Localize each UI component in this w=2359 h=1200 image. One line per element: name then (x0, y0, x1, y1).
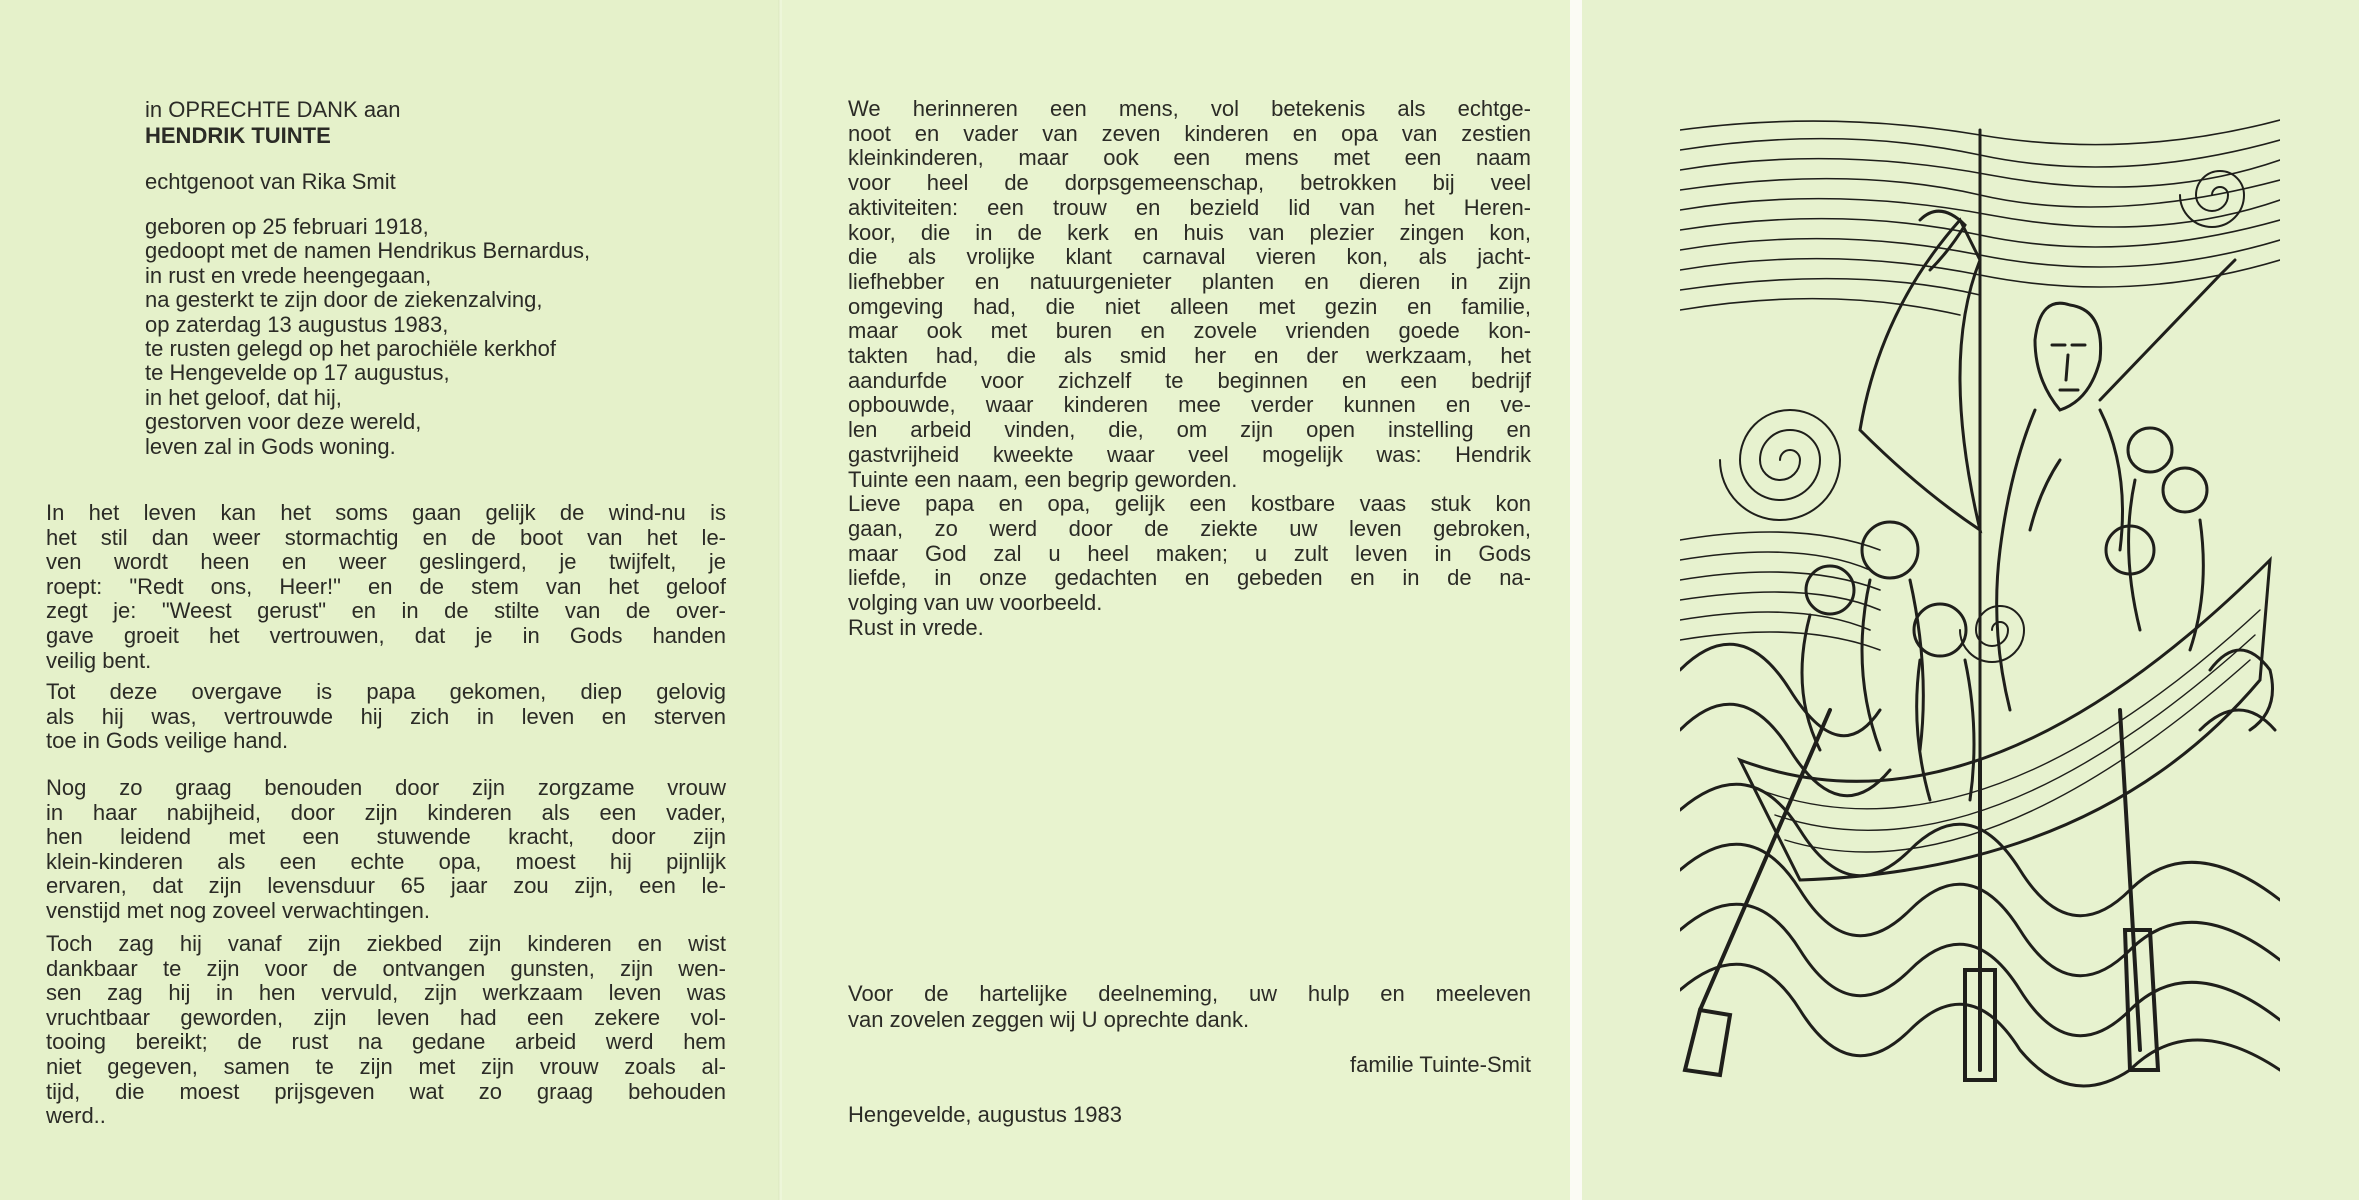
biography-line: in rust en vrede heengegaan, (145, 262, 432, 288)
biography-line: na gesterkt te zijn door de ziekenzalving, (145, 287, 543, 313)
text-line: voor heel de dorpsgemeenschap, betrokken bij veel (848, 170, 1531, 196)
text-line: sen zag hij in hen vervuld, zijn werkzaam leven was (46, 980, 726, 1006)
place-date: Hengevelde, augustus 1983 (848, 1102, 1122, 1127)
text-line: venstijd met nog zoveel verwachtingen. (46, 897, 430, 923)
biography-lines (145, 215, 705, 459)
disciples (1802, 428, 2207, 800)
boat-illustration (1680, 110, 2280, 1110)
biography-line: leven zal in Gods woning. (145, 433, 396, 459)
text-line: als hij was, vertrouwde hij zich in leven en sterven (46, 703, 726, 729)
text-line: niet gegeven, samen te zijn met zijn vrouw zoals al- (46, 1053, 726, 1079)
text-line: maar God zal u heel maken; u zult leven in Gods (848, 540, 1531, 566)
text-line: len arbeid vinden, die, om zijn open instelling en (848, 417, 1531, 443)
text-line: die als vrolijke klant carnaval vieren kon, als jacht- (848, 244, 1531, 270)
card-middle-panel (782, 0, 1570, 1200)
text-line: hen leidend met een stuwende kracht, door zijn (46, 824, 726, 850)
text-line: We herinneren een mens, vol betekenis als echtge- (848, 96, 1531, 121)
standing-figure (1997, 260, 2235, 710)
wind-spiral-icons (1720, 171, 2244, 662)
text-line: Lieve papa en opa, gelijk een kostbare vaas stuk kon (848, 491, 1531, 517)
text-line: roept: "Redt ons, Heer!" en de stem van het geloof (46, 573, 726, 599)
family-signature: familie Tuinte-Smit (1350, 1052, 1531, 1077)
paragraph-surrender (46, 680, 726, 754)
spouse-line: echtgenoot van Rika Smit (145, 169, 396, 194)
card-gap (1570, 0, 1582, 1200)
text-line: Voor de hartelijke deelneming, uw hulp en meeleven (848, 981, 1531, 1006)
text-line: aandurfde voor zichzelf te beginnen en een bedrijf (848, 367, 1531, 393)
biography-line: in het geloof, dat hij, (145, 384, 342, 410)
text-line: opbouwde, waar kinderen mee verder kunnen en ve- (848, 392, 1531, 418)
text-line: takten had, die als smid her en der werkzaam, het (848, 343, 1531, 369)
text-line: ervaren, dat zijn levensduur 65 jaar zou zijn, een le- (46, 873, 726, 899)
text-line: Tuinte een naam, een begrip geworden. (848, 466, 1238, 492)
text-line: volging van uw voorbeeld. (848, 590, 1103, 616)
text-line: gastvrijheid kweekte waar veel mogelijk was: Hendrik (848, 441, 1531, 467)
text-line: liefde, in onze gedachten en gebeden en in de na- (848, 565, 1531, 591)
text-line: het stil dan weer stormachtig en de boot van het le- (46, 524, 726, 550)
text-line: gaan, zo werd door de ziekte uw leven gebroken, (848, 515, 1531, 541)
text-line: Nog zo graag benouden door zijn zorgzame vrouw (46, 775, 726, 800)
sail (1860, 220, 1980, 530)
text-line: Tot deze overgave is papa gekomen, diep gelovig (46, 679, 726, 704)
text-line: tooing bereikt; de rust na gedane arbeid werd hem (46, 1029, 726, 1055)
text-line: van zovelen zeggen wij U oprechte dank. (848, 1007, 1250, 1032)
text-line: Toch zag hij vanaf zijn ziekbed zijn kinderen en wist (46, 931, 726, 956)
text-line: koor, die in de kerk en huis van plezier zingen kon, (848, 219, 1531, 245)
dedication-intro: in OPRECHTE DANK aan (145, 97, 401, 122)
text-line: vruchtbaar geworden, zijn leven had een zekere vol- (46, 1004, 726, 1030)
text-line: liefhebber en natuurgenieter planten en dieren in zijn (848, 268, 1531, 294)
boat-hull (1740, 560, 2270, 880)
text-line: dankbaar te zijn voor de ontvangen gunsten, zijn wen- (46, 955, 726, 981)
card-right-panel (1582, 0, 2359, 1200)
biography-line: op zaterdag 13 augustus 1983, (145, 311, 449, 337)
text-line: omgeving had, die niet alleen met gezin en familie, (848, 293, 1531, 319)
biography-line: te Hengevelde op 17 augustus, (145, 360, 450, 386)
paragraph-sickbed (46, 932, 726, 1129)
paragraph-faith (46, 501, 726, 673)
text-line: toe in Gods veilige hand. (46, 728, 289, 754)
card-left-panel (0, 0, 782, 1200)
dedication-block (145, 97, 705, 459)
text-line: ven wordt heen en weer geslingerd, je twijfelt, je (46, 549, 726, 575)
text-line: kleinkinderen, maar ook een mens met een naam (848, 145, 1531, 171)
text-line: Rust in vrede. (848, 614, 984, 640)
biography-line: gestorven voor deze wereld, (145, 409, 422, 435)
text-line: aktiviteiten: een trouw en bezield lid van het Heren- (848, 194, 1531, 220)
text-line: noot en vader van zeven kinderen en opa van zestien (848, 120, 1531, 146)
text-line: in haar nabijheid, door zijn kinderen als een vader, (46, 799, 726, 825)
text-line: tijd, die moest prijsgeven wat zo graag behouden (46, 1078, 726, 1104)
text-line: gave groeit het vertrouwen, dat je in Gods handen (46, 622, 726, 648)
biography-line: te rusten gelegd op het parochiële kerkhof (145, 336, 556, 362)
boat-planks (1760, 610, 2260, 852)
thanks-text (848, 981, 1531, 1033)
biography-line: gedoopt met de namen Hendrikus Bernardus, (145, 238, 591, 264)
paragraph-family (46, 776, 726, 924)
text-line: veilig bent. (46, 647, 152, 673)
text-line: klein-kinderen als een echte opa, moest hij pijnlijk (46, 848, 726, 874)
text-line: In het leven kan het soms gaan gelijk de wind-nu is (46, 500, 726, 525)
text-line: zegt je: "Weest gerust" en in de stilte van de over- (46, 598, 726, 624)
biography-line: geboren op 25 februari 1918, (145, 214, 429, 239)
text-line: werd.. (46, 1103, 106, 1129)
remembrance-text (848, 97, 1531, 640)
text-line: maar ook met buren en zovele vrienden goede kon- (848, 318, 1531, 344)
deceased-name: HENDRIK TUINTE (145, 123, 331, 148)
